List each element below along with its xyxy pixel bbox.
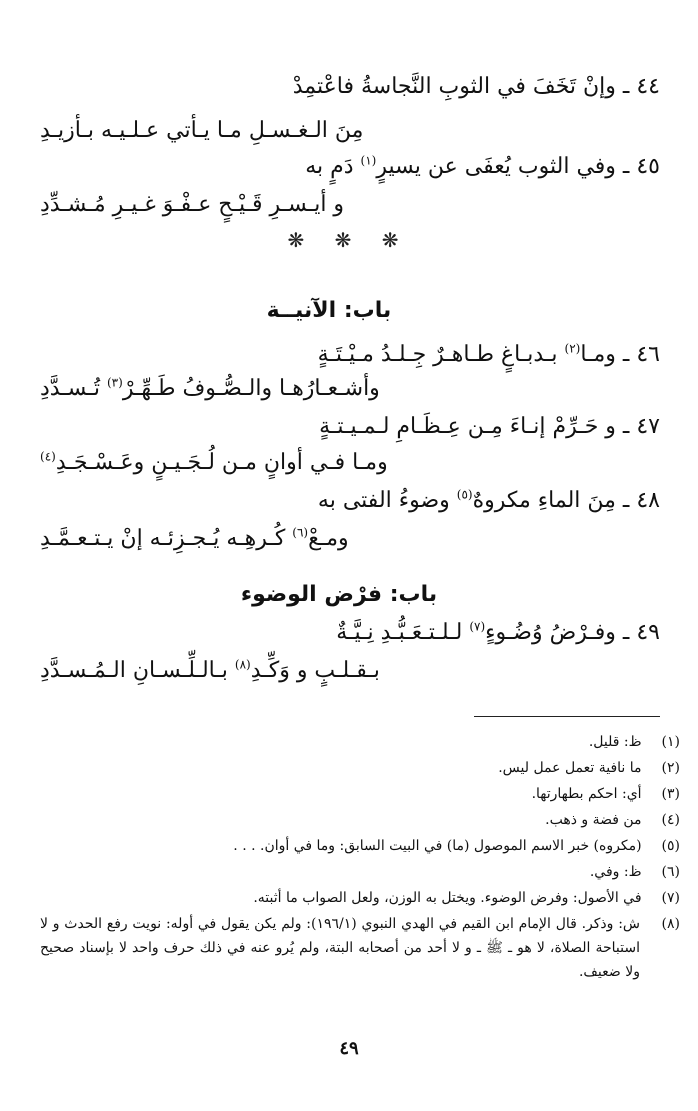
verse-48-second-hemistich: ومـعْ$^{(٦)}$ كُـرهِـه يُـجـزِئـه إنْ يـتـعـمَّـدِ (40, 525, 349, 551)
footnote-number: (٣) (661, 786, 680, 802)
footnote-7 (40, 886, 680, 910)
footnote-text: ش: وذكر. قال الإمام ابن القيم في الهدي النبوي (١٩٦/١): ولم يكن يقول في أوله: نويت رفع الحدث و لا استباحة الصلاة، لا هو ـ ﷺ ـ و لا أحد من أصحابه البتة، ولم يُرو عنه في ذلك حرف واحد لا بإسناد صحيح ولا ضعيف. (40, 916, 640, 980)
footnote-text: (مكروه) خبر الاسم الموصول (ما) في البيت السابق: وما في أوان. . . . (233, 838, 642, 854)
verse-45-first-hemistich: ٤٥ ـ وفي الثوب يُعفَى عن يسيرٍ$^{(١)}$ دَمٍ به (305, 153, 660, 179)
page-number: ٤٩ (339, 1038, 359, 1059)
section-separator: ❋ ❋ ❋ (287, 228, 411, 252)
verse-47-first-hemistich: ٤٧ ـ و حَـرِّمْ إنـاءَ مِـن عِـظَـامِ لـمـيـتـةٍ (319, 414, 660, 439)
footnote-ref-4: (٤) (40, 449, 56, 464)
footnote-ref-3: (٣) (106, 375, 123, 390)
footnote-number: (١) (661, 734, 680, 750)
footnote-text: من فضة و ذهب. (545, 812, 642, 828)
footnote-ref-6: (٦) (292, 525, 309, 540)
footnote-number: (٥) (661, 838, 680, 854)
verse-46-second-hemistich: وأشـعـارُهـا والـصُّـوفُ طَـهِّـرْ$^{(٣)}$ تُـسـدَّدِ (40, 375, 380, 401)
footnote-text: ظ: قليل. (588, 734, 642, 750)
footnote-4 (40, 808, 680, 832)
footnote-1 (40, 730, 680, 754)
verse-49-first-hemistich: ٤٩ ـ وفـرْضُ وُضُـوءٍ$^{(٧)}$ لـلـتـعَـبُّـدِ نِـيَّـةٌ (336, 619, 660, 645)
verse-45-second-hemistich: و أيـسـرِ قَـيْـحٍ عـفْـوَ غـيـرِ مُـشـدِّدِ (40, 192, 345, 217)
footnote-ref-7: (٧) (469, 619, 486, 634)
footnote-ref-8: (٨) (234, 657, 251, 672)
verse-44-second-hemistich: مِنَ الـغـسـلِ مـا يـأتي عـلـيـه بـأزيـدِ (40, 118, 364, 143)
footnote-5 (40, 834, 680, 858)
verse-46-first-hemistich: ٤٦ ـ ومـا$^{(٢)}$ بـدبـاغٍ طـاهـرٌ جِـلـدُ مـيْـتَـةٍ (317, 341, 660, 367)
verse-48-first-hemistich: ٤٨ ـ مِنَ الماءِ مكروهٌ$^{(٥)}$ وضوءُ الفتى به (317, 487, 660, 513)
verse-49-second-hemistich: بـقـلـبٍ و وَكِّـدِ$^{(٨)}$ بـالـلِّـسـانِ الـمُـسـدَّدِ (40, 657, 380, 683)
footnote-text: ما نافية تعمل عمل ليس. (498, 760, 642, 776)
section-heading-wudu: باب: فرْض الوضوء (240, 582, 438, 607)
footnote-text: أي: احكم بطهارتها. (531, 786, 642, 802)
footnote-number: (٧) (661, 890, 680, 906)
footnote-divider (474, 716, 660, 717)
footnote-6 (40, 860, 680, 884)
section-heading-vessels: باب: الآنيــة (266, 298, 392, 323)
footnote-text: في الأصول: وفرض الوضوء. ويختل به الوزن، ولعل الصواب ما أثبته. (253, 890, 642, 906)
footnote-number: (٤) (661, 812, 680, 828)
verse-47-second-hemistich: ومـا فـي أوانٍ مـن لُـجَـيـنٍ وعَـسْـجَـدِ$^{(٤)}$ (40, 449, 388, 475)
footnote-number: (٢) (661, 760, 680, 776)
footnote-3 (40, 782, 680, 806)
footnote-ref-5: (٥) (456, 487, 473, 502)
footnote-number: (٦) (661, 864, 680, 880)
footnote-text: ظ: وفي. (589, 864, 642, 880)
verse-44-first-hemistich: ٤٤ ـ وإنْ تَخَفَ في الثوبِ النَّجاسةُ فاعْتمِدْ (292, 74, 660, 99)
footnote-number: (٨) (661, 916, 680, 932)
footnote-2 (40, 756, 680, 780)
footnote-ref-2: (٢) (564, 341, 581, 356)
footnote-ref-1: (١) (360, 153, 377, 168)
footnote-8 (40, 912, 680, 984)
